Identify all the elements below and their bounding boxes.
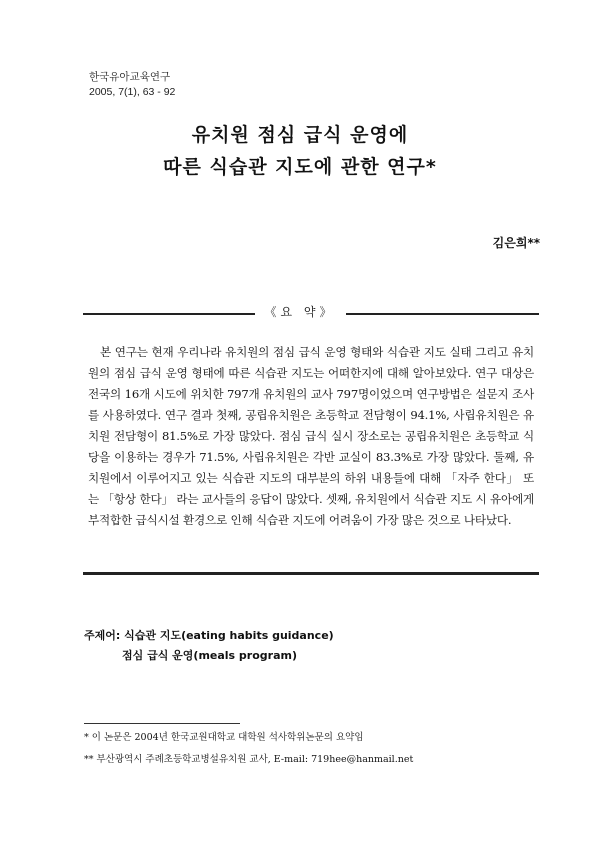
keyword-row-1 [84, 626, 334, 646]
footnotes [84, 727, 413, 771]
paper-title-line-1: 유치원 점심 급식 운영에 [191, 124, 409, 146]
abstract-label: 《요 약》 [255, 305, 346, 319]
keyword-row-2 [84, 646, 334, 666]
journal-citation: 2005, 7(1), 63 - 92 [89, 86, 176, 98]
abstract-body: 본 연구는 현재 우리나라 유치원의 점심 급식 운영 형태와 식습관 지도 실태 그리고 유치원의 점심 급식 운영 형태에 따른 식습관 지도는 어떠한지에 대해 알아보았다. 연구 대상은 전국의 16개 시도에 위치한 797개 유치원의 교사 797명이었으며 연구방법은 설문지 조사를 사용하였다. 연구 결과 첫째, 공립유치원은 초등학교 전담형이 94.1%, 사립유치원은 유치원 전담형이 81.5%로 가장 많았다. 점심 급식 실시 장소로는 공립유치원은 초등학교 식당을 이용하는 경우가 71.5%, 사립유치원은 각반 교실이 83.3%로 가장 많았다. 둘째, 유치원에서 이루어지고 있는 식습관 지도의 대부분의 하위 내용들에 대해 「자주 한다」 또는 「항상 한다」 라는 교사들의 응답이 많았다. 셋째, 유치원에서 식습관 지도 시 유아에게 부적합한 급식시설 환경으로 인해 식습관 지도에 어려움이 가장 많은 것으로 나타났다. [88, 345, 534, 527]
abstract-heading [0, 303, 600, 320]
author-name: 김은희** [492, 236, 540, 250]
paper-title-line-2: 따른 식습관 지도에 관한 연구* [163, 156, 437, 178]
footnote-1: * 이 논문은 2004년 한국교원대학교 대학원 석사학위논문의 요약임 [84, 732, 364, 743]
footnote-2: ** 부산광역시 주례초등학교병설유치원 교사, E-mail: 719hee@hanmail.net [84, 754, 414, 765]
keyword-item: 점심 급식 운영(meals program) [122, 649, 298, 662]
keyword-item: 식습관 지도(eating habits guidance) [124, 629, 334, 642]
abstract-bottom-rule [83, 572, 539, 575]
keywords-block [84, 626, 334, 666]
journal-header [89, 70, 175, 100]
footnote-rule [84, 723, 240, 724]
keywords-label: 주제어: [84, 629, 125, 642]
journal-name: 한국유아교육연구 [89, 71, 171, 83]
